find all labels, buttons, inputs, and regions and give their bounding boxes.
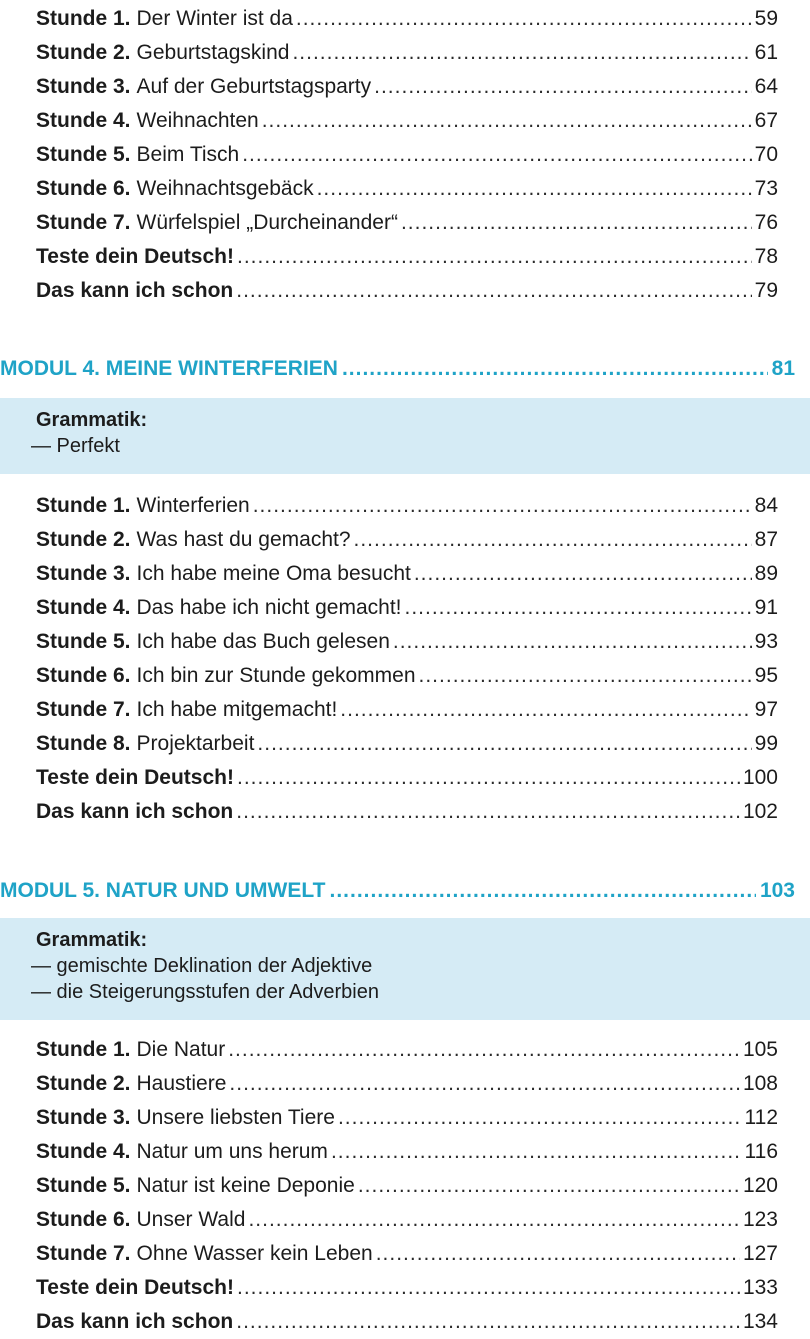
- leader-dots: [257, 727, 751, 761]
- lesson-number: Stunde 7.: [36, 1242, 131, 1265]
- page-number: 78: [754, 245, 778, 268]
- toc-entry[interactable]: [36, 172, 778, 206]
- module-page-number: 103: [759, 879, 795, 902]
- module-4-heading[interactable]: [0, 352, 795, 386]
- leader-dots: [296, 2, 752, 36]
- page-number: 79: [754, 279, 778, 302]
- leader-dots: [329, 874, 755, 908]
- page-number: 99: [754, 732, 778, 755]
- lesson-title: Das habe ich nicht gemacht!: [136, 596, 402, 619]
- lesson-number: Stunde 5.: [36, 143, 131, 166]
- lesson-list-module-4: [36, 489, 778, 829]
- leader-dots: [237, 1271, 740, 1305]
- page-number: 112: [744, 1106, 778, 1129]
- leader-dots: [393, 625, 752, 659]
- page-number: 102: [742, 800, 778, 823]
- toc-entry[interactable]: [36, 1135, 778, 1169]
- toc-entry[interactable]: [36, 727, 778, 761]
- toc-entry[interactable]: [36, 1067, 778, 1101]
- page-number: 105: [742, 1038, 778, 1061]
- lesson-title: Unser Wald: [136, 1208, 246, 1231]
- lesson-title: Winterferien: [136, 494, 250, 517]
- page-number: 89: [754, 562, 778, 585]
- lesson-number: Stunde 1.: [36, 1038, 131, 1061]
- leader-dots: [376, 1237, 740, 1271]
- page-number: 100: [742, 766, 778, 789]
- lesson-title: Ohne Wasser kein Leben: [136, 1242, 373, 1265]
- test-label: Teste dein Deutsch!: [36, 245, 234, 268]
- leader-dots: [340, 693, 751, 727]
- lesson-number: Stunde 4.: [36, 1140, 131, 1163]
- lesson-title: Unsere liebsten Tiere: [136, 1106, 335, 1129]
- leader-dots: [338, 1101, 742, 1135]
- lesson-title: Ich habe das Buch gelesen: [136, 630, 390, 653]
- leader-dots: [358, 1169, 740, 1203]
- lesson-title: Weihnachtsgebäck: [136, 177, 314, 200]
- lesson-number: Stunde 2.: [36, 41, 131, 64]
- leader-dots: [228, 1033, 740, 1067]
- page-number: 67: [754, 109, 778, 132]
- leader-dots: [317, 172, 752, 206]
- page-number: 76: [754, 211, 778, 234]
- page-number: 116: [744, 1140, 778, 1163]
- page-number: 84: [754, 494, 778, 517]
- lesson-title: Natur um uns herum: [136, 1140, 328, 1163]
- page-number: 91: [754, 596, 778, 619]
- page-number: 120: [742, 1174, 778, 1197]
- page-number: 127: [742, 1242, 778, 1265]
- grammar-heading: Grammatik:: [36, 409, 148, 431]
- lesson-number: Stunde 1.: [36, 7, 131, 30]
- module-page-number: 81: [771, 357, 795, 380]
- grammar-item: — die Steigerungsstufen der Adverbien: [31, 981, 379, 1003]
- page-number: 70: [754, 143, 778, 166]
- page-number: 61: [754, 41, 778, 64]
- toc-entry-test[interactable]: [36, 1271, 778, 1305]
- page-number: 134: [742, 1310, 778, 1333]
- leader-dots: [237, 761, 740, 795]
- summary-label: Das kann ich schon: [36, 800, 234, 823]
- lesson-number: Stunde 5.: [36, 630, 131, 653]
- leader-dots: [374, 70, 752, 104]
- lesson-number: Stunde 3.: [36, 1106, 131, 1129]
- lesson-number: Stunde 6.: [36, 177, 131, 200]
- lesson-title: Natur ist keine Deponie: [136, 1174, 355, 1197]
- lesson-title: Beim Tisch: [136, 143, 240, 166]
- page-number: 108: [742, 1072, 778, 1095]
- lesson-title: Die Natur: [136, 1038, 226, 1061]
- leader-dots: [236, 795, 740, 829]
- toc-entry[interactable]: [36, 138, 778, 172]
- lesson-title: Der Winter ist da: [136, 7, 293, 30]
- lesson-number: Stunde 7.: [36, 698, 131, 721]
- leader-dots: [248, 1203, 740, 1237]
- leader-dots: [236, 1305, 740, 1339]
- toc-entry[interactable]: [36, 104, 778, 138]
- toc-entry[interactable]: [36, 1203, 778, 1237]
- grammar-heading: Grammatik:: [36, 929, 148, 951]
- toc-entry-summary[interactable]: [36, 795, 778, 829]
- page-number: 97: [754, 698, 778, 721]
- leader-dots: [229, 1067, 740, 1101]
- toc-entry[interactable]: [36, 206, 778, 240]
- lesson-title: Auf der Geburtstagsparty: [136, 75, 372, 98]
- toc-entry[interactable]: [36, 659, 778, 693]
- leader-dots: [405, 591, 752, 625]
- lesson-title: Ich habe mitgemacht!: [136, 698, 338, 721]
- lesson-number: Stunde 8.: [36, 732, 131, 755]
- leader-dots: [262, 104, 752, 138]
- leader-dots: [292, 36, 751, 70]
- lesson-number: Stunde 4.: [36, 596, 131, 619]
- toc-entry[interactable]: [36, 523, 778, 557]
- page-number: 73: [754, 177, 778, 200]
- toc-entry[interactable]: [36, 591, 778, 625]
- toc-entry[interactable]: [36, 625, 778, 659]
- page-number: 93: [754, 630, 778, 653]
- leader-dots: [253, 489, 752, 523]
- page-number: 87: [754, 528, 778, 551]
- lesson-title: Was hast du gemacht?: [136, 528, 351, 551]
- lesson-number: Stunde 1.: [36, 494, 131, 517]
- page-number: 95: [754, 664, 778, 687]
- lesson-title: Projektarbeit: [136, 732, 255, 755]
- page-number: 123: [742, 1208, 778, 1231]
- leader-dots: [342, 352, 768, 386]
- lesson-title: Geburtstagskind: [136, 41, 290, 64]
- toc-entry[interactable]: [36, 1033, 778, 1067]
- lesson-list-module-5: [36, 1033, 778, 1339]
- leader-dots: [237, 240, 752, 274]
- toc-entry[interactable]: [36, 1237, 778, 1271]
- toc-entry-test[interactable]: [36, 761, 778, 795]
- lesson-title: Würfelspiel „Durcheinander“: [136, 211, 398, 234]
- lesson-title: Ich habe meine Oma besucht: [136, 562, 411, 585]
- leader-dots: [242, 138, 751, 172]
- leader-dots: [419, 659, 752, 693]
- module-title: MODUL 5. NATUR UND UMWELT: [0, 879, 326, 902]
- toc-entry[interactable]: [36, 693, 778, 727]
- grammar-box: [0, 398, 810, 474]
- lesson-number: Stunde 2.: [36, 528, 131, 551]
- lesson-number: Stunde 5.: [36, 1174, 131, 1197]
- module-5-heading[interactable]: [0, 874, 795, 908]
- lesson-number: Stunde 7.: [36, 211, 131, 234]
- leader-dots: [354, 523, 752, 557]
- test-label: Teste dein Deutsch!: [36, 1276, 234, 1299]
- leader-dots: [401, 206, 752, 240]
- toc-entry-summary[interactable]: [36, 274, 778, 308]
- summary-label: Das kann ich schon: [36, 279, 234, 302]
- toc-entry[interactable]: [36, 1169, 778, 1203]
- lesson-title: Weihnachten: [136, 109, 259, 132]
- toc-entry[interactable]: [36, 2, 778, 36]
- module-title: MODUL 4. MEINE WINTERFERIEN: [0, 357, 338, 380]
- grammar-item: — gemischte Deklination der Adjektive: [31, 955, 373, 977]
- lesson-number: Stunde 3.: [36, 562, 131, 585]
- toc-entry-summary[interactable]: [36, 1305, 778, 1339]
- leader-dots: [331, 1135, 742, 1169]
- toc-entry[interactable]: [36, 489, 778, 523]
- toc-entry[interactable]: [36, 70, 778, 104]
- toc-entry[interactable]: [36, 557, 778, 591]
- lesson-number: Stunde 6.: [36, 1208, 131, 1231]
- leader-dots: [414, 557, 752, 591]
- lesson-title: Haustiere: [136, 1072, 227, 1095]
- lesson-title: Ich bin zur Stunde gekommen: [136, 664, 416, 687]
- lesson-number: Stunde 3.: [36, 75, 131, 98]
- test-label: Teste dein Deutsch!: [36, 766, 234, 789]
- grammar-box: [0, 918, 810, 1020]
- summary-label: Das kann ich schon: [36, 1310, 234, 1333]
- grammar-item: — Perfekt: [31, 435, 120, 457]
- page-number: 59: [754, 7, 778, 30]
- lesson-number: Stunde 2.: [36, 1072, 131, 1095]
- toc-entry[interactable]: [36, 36, 778, 70]
- lesson-list-top: [36, 2, 778, 308]
- page-number: 64: [754, 75, 778, 98]
- page-number: 133: [742, 1276, 778, 1299]
- lesson-number: Stunde 4.: [36, 109, 131, 132]
- leader-dots: [236, 274, 751, 308]
- toc-entry-test[interactable]: [36, 240, 778, 274]
- lesson-number: Stunde 6.: [36, 664, 131, 687]
- toc-entry[interactable]: [36, 1101, 778, 1135]
